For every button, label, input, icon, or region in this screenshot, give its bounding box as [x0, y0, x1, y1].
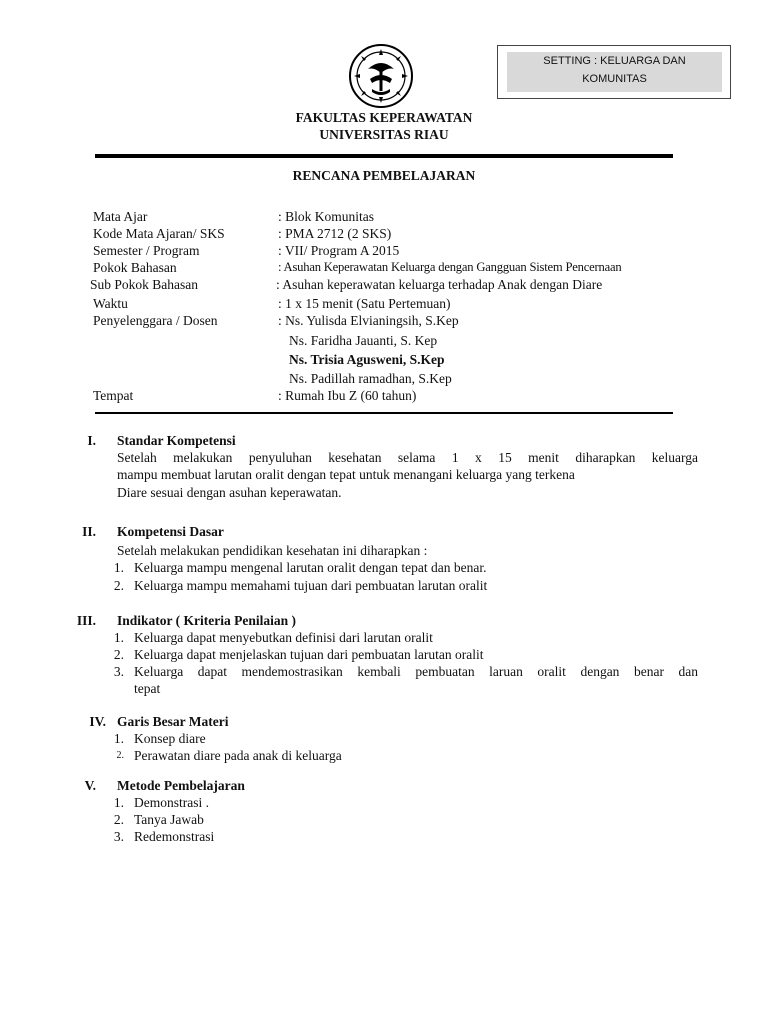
section-2-intro: Setelah melakukan pendidikan kesehatan ini diharapkan : [117, 543, 428, 558]
section-5-item-1: Demonstrasi . [134, 795, 209, 810]
info-value-pokok-bahasan: : Asuhan Keperawatan Keluarga dengan Gangguan Sistem Pencernaan [278, 260, 622, 274]
section-4-item-2: Perawatan diare pada anak di keluarga [134, 748, 342, 763]
section-2-item-2-number: 2. [113, 578, 124, 593]
section-3-heading: Indikator ( Kriteria Penilaian ) [117, 613, 296, 628]
setting-label [507, 52, 722, 92]
info-value-sub-pokok: : Asuhan keperawatan keluarga terhadap Anak dengan Diare [276, 277, 603, 292]
info-value-waktu: : 1 x 15 menit (Satu Pertemuan) [278, 296, 451, 311]
section-5-item-3-number: 3. [113, 829, 124, 844]
section-2-number: II. [82, 524, 96, 539]
section-5-number: V. [84, 778, 96, 793]
info-label-waktu: Waktu [93, 296, 128, 311]
info-label-sub-pokok: Sub Pokok Bahasan [90, 277, 198, 292]
setting-line-2: KOMUNITAS [582, 73, 647, 85]
info-dosen-2: Ns. Faridha Jauanti, S. Kep [289, 333, 438, 348]
info-value-kode: : PMA 2712 (2 SKS) [278, 226, 392, 241]
section-4-item-1: Konsep diare [134, 731, 206, 746]
section-3-item-3-number: 3. [113, 664, 124, 679]
setting-line-1: SETTING : KELUARGA DAN [543, 55, 686, 67]
section-1-number: I. [87, 433, 96, 448]
section-3-item-3: Keluarga dapat mendemostrasikan kembali pembuatan laruan oralit dengan benar dan [134, 664, 698, 679]
info-dosen-4: Ns. Padillah ramadhan, S.Kep [289, 371, 452, 386]
info-value-mata-ajar: : Blok Komunitas [278, 209, 375, 224]
section-1-line-1: Setelah melakukan penyuluhan kesehatan selama 1 x 15 menit diharapkan keluarga [117, 450, 698, 465]
header-rule [95, 154, 673, 158]
section-5-item-2: Tanya Jawab [134, 812, 204, 827]
university-seal-logo [348, 43, 414, 109]
section-5-item-1-number: 1. [113, 795, 124, 810]
info-label-tempat: Tempat [93, 388, 134, 403]
university-name: UNIVERSITAS RIAU [319, 127, 449, 142]
section-1-line-3: Diare sesuai dengan asuhan keperawatan. [117, 485, 342, 500]
section-5-item-2-number: 2. [113, 812, 124, 827]
section-3-item-3-continued: tepat [134, 681, 161, 696]
info-value-tempat: : Rumah Ibu Z (60 tahun) [278, 388, 417, 403]
section-3-item-1: Keluarga dapat menyebutkan definisi dari larutan oralit [134, 630, 433, 645]
info-value-penyelenggara: : Ns. Yulisda Elvianingsih, S.Kep [278, 313, 459, 328]
section-1-line-2: mampu membuat larutan oralit dengan tepat untuk menangani keluarga yang terkena [117, 467, 575, 482]
info-label-kode: Kode Mata Ajaran/ SKS [93, 226, 225, 241]
info-label-penyelenggara: Penyelenggara / Dosen [93, 313, 218, 328]
section-2-item-2: Keluarga mampu memahami tujuan dari pembuatan larutan oralit [134, 578, 488, 593]
section-4-item-2-number: 2. [116, 750, 124, 761]
faculty-name: FAKULTAS KEPERAWATAN [295, 110, 473, 125]
info-dosen-3: Ns. Trisia Agusweni, S.Kep [289, 352, 445, 367]
section-3-number: III. [76, 613, 96, 628]
section-4-heading: Garis Besar Materi [117, 714, 229, 729]
info-label-pokok-bahasan: Pokok Bahasan [93, 260, 177, 275]
section-2-item-1-number: 1. [113, 560, 124, 575]
section-5-item-3: Redemonstrasi [134, 829, 215, 844]
setting-box [497, 45, 731, 99]
document-title: RENCANA PEMBELAJARAN [292, 168, 476, 183]
info-rule [95, 412, 673, 414]
section-4-number: IV. [89, 714, 106, 729]
section-2-heading: Kompetensi Dasar [117, 524, 224, 539]
section-3-item-2-number: 2. [113, 647, 124, 662]
section-3-item-2: Keluarga dapat menjelaskan tujuan dari pembuatan larutan oralit [134, 647, 484, 662]
section-3-item-1-number: 1. [113, 630, 124, 645]
section-1-heading: Standar Kompetensi [117, 433, 236, 448]
info-label-mata-ajar: Mata Ajar [93, 209, 148, 224]
section-5-heading: Metode Pembelajaran [117, 778, 245, 793]
section-2-item-1: Keluarga mampu mengenal larutan oralit dengan tepat dan benar. [134, 560, 487, 575]
section-4-item-1-number: 1. [113, 731, 124, 746]
info-value-semester: : VII/ Program A 2015 [278, 243, 400, 258]
info-label-semester: Semester / Program [93, 243, 200, 258]
